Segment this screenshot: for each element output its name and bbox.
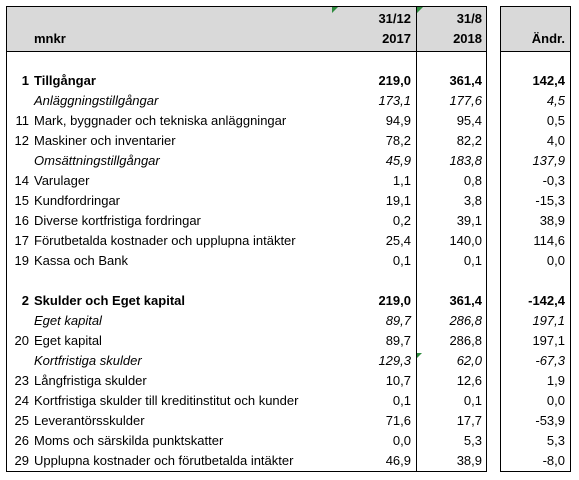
table-row <box>501 211 570 231</box>
table-row <box>7 71 486 91</box>
table-row <box>501 251 570 271</box>
account-label[interactable]: Skulder och Eget kapital <box>34 293 185 308</box>
value-2017[interactable]: 219,0 <box>378 73 411 88</box>
value-change[interactable]: -8,0 <box>542 453 565 468</box>
value-change[interactable]: 0,0 <box>546 393 565 408</box>
account-label[interactable]: Moms och särskilda punktskatter <box>34 433 224 448</box>
value-change[interactable]: 142,4 <box>532 73 565 88</box>
account-number[interactable]: 16 <box>14 213 29 228</box>
account-number[interactable]: 19 <box>14 253 29 268</box>
value-2017[interactable]: 71,6 <box>385 413 411 428</box>
table-row <box>7 231 486 251</box>
change-table <box>500 6 571 472</box>
value-2018[interactable]: 286,8 <box>449 333 482 348</box>
value-2017[interactable]: 0,0 <box>392 433 411 448</box>
table-row <box>7 411 486 431</box>
account-number[interactable]: 14 <box>14 173 29 188</box>
table-row <box>501 191 570 211</box>
table-row <box>7 111 486 131</box>
table-row <box>501 311 570 331</box>
table-header <box>7 7 486 52</box>
value-2017[interactable]: 0,1 <box>392 393 411 408</box>
value-2017[interactable]: 89,7 <box>385 313 411 328</box>
value-2017[interactable]: 129,3 <box>378 353 411 368</box>
account-label[interactable]: Anläggningstillgångar <box>34 93 159 108</box>
table-row <box>7 91 486 111</box>
account-number[interactable]: 26 <box>14 433 29 448</box>
table-row <box>7 191 486 211</box>
account-number[interactable]: 17 <box>14 233 29 248</box>
account-label[interactable]: Tillgångar <box>34 73 96 88</box>
table-row <box>7 351 486 371</box>
col-2018-date: 31/8 <box>456 11 482 26</box>
table-row <box>501 331 570 351</box>
value-change[interactable]: 137,9 <box>532 153 565 168</box>
account-number[interactable]: 11 <box>15 113 29 128</box>
value-2017[interactable]: 0,2 <box>392 213 411 228</box>
table-row <box>7 291 486 311</box>
col-2018-year: 2018 <box>453 31 482 46</box>
account-label[interactable]: Kundfordringar <box>34 193 120 208</box>
table-row <box>7 171 486 191</box>
account-label[interactable]: Kortfristiga skulder <box>34 353 142 368</box>
table-row <box>501 371 570 391</box>
account-label[interactable]: Maskiner och inventarier <box>34 133 176 148</box>
value-2018[interactable]: 95,4 <box>456 113 482 128</box>
account-label[interactable]: Diverse kortfristiga fordringar <box>34 213 201 228</box>
value-2017[interactable]: 0,1 <box>392 253 411 268</box>
account-number[interactable]: 24 <box>14 393 29 408</box>
unit-label: mnkr <box>34 31 66 46</box>
account-label[interactable]: Kassa och Bank <box>34 253 128 268</box>
value-change[interactable]: -67,3 <box>535 353 565 368</box>
table-row <box>501 451 570 471</box>
value-2017[interactable]: 25,4 <box>385 233 411 248</box>
account-number[interactable]: 1 <box>21 73 29 88</box>
account-number[interactable]: 23 <box>14 373 29 388</box>
table-row <box>7 451 486 471</box>
value-2018[interactable]: 140,0 <box>449 233 482 248</box>
account-label[interactable]: Kortfristiga skulder till kreditinstitut och kunder <box>34 393 299 408</box>
value-2018[interactable]: 0,8 <box>463 173 482 188</box>
change-header <box>501 7 570 52</box>
value-2017[interactable]: 94,9 <box>385 113 411 128</box>
table-row <box>501 411 570 431</box>
account-label[interactable]: Leverantörsskulder <box>34 413 145 428</box>
account-label[interactable]: Upplupna kostnader och förutbetalda intäkter <box>34 453 294 468</box>
table-row <box>7 371 486 391</box>
value-2017[interactable]: 45,9 <box>385 153 411 168</box>
account-label[interactable]: Långfristiga skulder <box>34 373 147 388</box>
table-row <box>501 91 570 111</box>
value-change[interactable]: 197,1 <box>532 333 565 348</box>
value-change[interactable]: -15,3 <box>535 193 565 208</box>
value-2017[interactable]: 89,7 <box>385 333 411 348</box>
account-number[interactable]: 15 <box>14 193 29 208</box>
value-2017[interactable]: 78,2 <box>385 133 411 148</box>
value-2018[interactable]: 177,6 <box>449 93 482 108</box>
value-2018[interactable]: 183,8 <box>449 153 482 168</box>
table-row <box>7 131 486 151</box>
account-number[interactable]: 12 <box>14 133 29 148</box>
value-change[interactable]: -53,9 <box>535 413 565 428</box>
value-2017[interactable]: 10,7 <box>385 373 411 388</box>
cell-comment-marker[interactable] <box>332 7 338 13</box>
account-label[interactable]: Mark, byggnader och tekniska anläggningar <box>34 113 287 128</box>
value-change[interactable]: -142,4 <box>528 293 565 308</box>
value-change[interactable]: 0,5 <box>546 113 565 128</box>
value-2017[interactable]: 173,1 <box>378 93 411 108</box>
value-2018[interactable]: 39,1 <box>456 213 482 228</box>
table-row <box>7 431 486 451</box>
value-change[interactable]: 4,5 <box>546 93 565 108</box>
value-change[interactable]: 4,0 <box>546 133 565 148</box>
value-change[interactable]: 197,1 <box>532 313 565 328</box>
col-2017-year: 2017 <box>382 31 411 46</box>
value-change[interactable]: -0,3 <box>542 173 565 188</box>
table-row <box>501 71 570 91</box>
table-row <box>501 391 570 411</box>
account-label[interactable]: Förutbetalda kostnader och upplupna intäkter <box>34 233 296 248</box>
value-2018[interactable]: 0,1 <box>463 393 482 408</box>
account-label[interactable]: Omsättningstillgångar <box>34 153 160 168</box>
value-2018[interactable]: 38,9 <box>456 453 482 468</box>
account-number[interactable]: 20 <box>14 333 29 348</box>
table-row <box>501 171 570 191</box>
table-row <box>501 431 570 451</box>
account-number[interactable]: 29 <box>14 453 29 468</box>
value-2017[interactable]: 1,1 <box>392 173 411 188</box>
value-2018[interactable]: 286,8 <box>449 313 482 328</box>
table-row <box>7 151 486 171</box>
value-2017[interactable]: 46,9 <box>385 453 411 468</box>
account-label[interactable]: Eget kapital <box>34 333 102 348</box>
cell-comment-marker[interactable] <box>417 7 423 13</box>
table-row <box>501 151 570 171</box>
value-change[interactable]: 1,9 <box>546 373 565 388</box>
table-row <box>501 291 570 311</box>
value-2018[interactable]: 17,7 <box>456 413 482 428</box>
account-number[interactable]: 2 <box>21 293 29 308</box>
balance-sheet-table <box>6 6 487 472</box>
value-2018[interactable]: 3,8 <box>463 193 482 208</box>
value-2018[interactable]: 62,0 <box>456 353 482 368</box>
table-row <box>501 131 570 151</box>
table-row <box>7 391 486 411</box>
value-2017[interactable]: 19,1 <box>385 193 411 208</box>
value-change[interactable]: 38,9 <box>539 213 565 228</box>
table-row <box>501 111 570 131</box>
col-2017-date: 31/12 <box>378 11 411 26</box>
table-row <box>7 251 486 271</box>
table-row <box>501 351 570 371</box>
value-change[interactable]: 5,3 <box>546 433 565 448</box>
value-2018[interactable]: 82,2 <box>456 133 482 148</box>
table-row <box>7 211 486 231</box>
value-change[interactable]: 0,0 <box>546 253 565 268</box>
value-2018[interactable]: 361,4 <box>449 293 482 308</box>
value-2018[interactable]: 0,1 <box>463 253 482 268</box>
value-2017[interactable]: 219,0 <box>378 293 411 308</box>
account-label[interactable]: Varulager <box>34 173 90 188</box>
value-2018[interactable]: 12,6 <box>456 373 482 388</box>
account-number[interactable]: 25 <box>14 413 29 428</box>
table-row <box>501 231 570 251</box>
value-2018[interactable]: 361,4 <box>449 73 482 88</box>
col-change-header: Ändr. <box>531 31 565 46</box>
value-2018[interactable]: 5,3 <box>463 433 482 448</box>
value-change[interactable]: 114,6 <box>533 233 565 248</box>
table-row <box>7 331 486 351</box>
table-row <box>7 311 486 331</box>
account-label[interactable]: Eget kapital <box>34 313 102 328</box>
